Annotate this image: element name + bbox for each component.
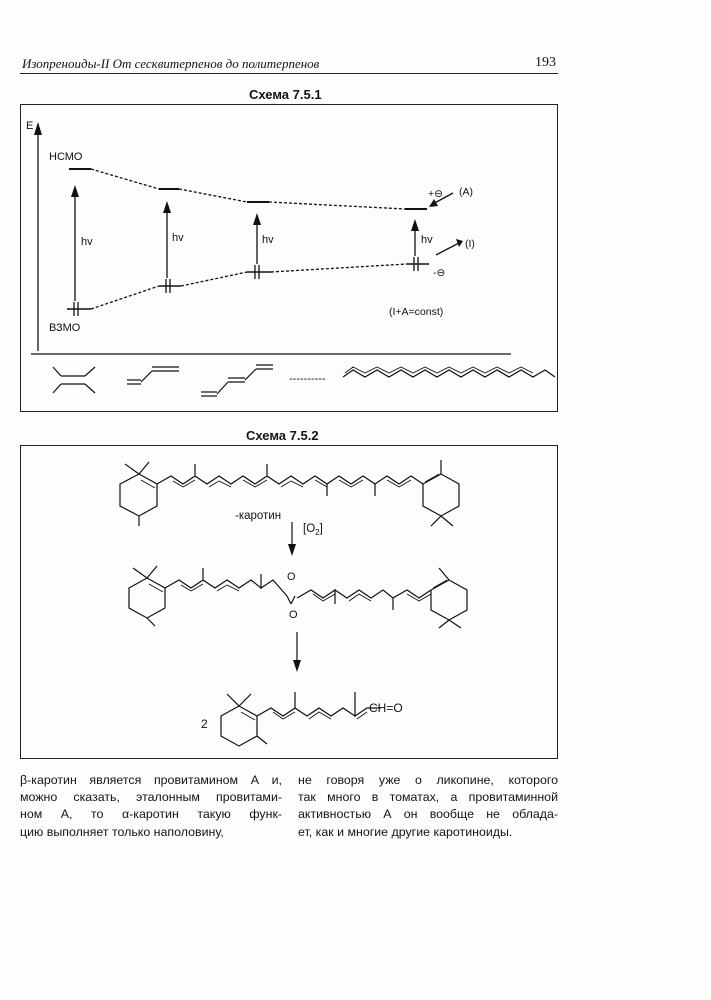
body-line: можно сказать, эталонным провитами- (20, 790, 282, 805)
acceptor-label: (A) (459, 186, 473, 198)
lumo-trend-line-3 (269, 202, 405, 209)
running-title: Изопреноиды-II От сесквитерпенов до политерпенов (22, 56, 320, 71)
scheme-7-5-1-caption: Схема 7.5.1 (249, 87, 322, 102)
body-text-right-column (298, 772, 558, 841)
beta-carotene-structure (120, 460, 459, 526)
retinal-structure (221, 692, 381, 746)
aldehyde-group-label: CH=O (369, 701, 403, 715)
orbital-energy-diagram (21, 105, 557, 411)
dioxetane-intermediate-structure (129, 566, 467, 628)
lumo-label: НСМО (49, 151, 83, 163)
excitation-arrowhead-4 (411, 219, 419, 231)
series-ellipsis: ---------- (289, 373, 326, 385)
body-line: цию выполняет только наполовину, (20, 824, 224, 839)
homo-trend-line-3 (271, 264, 407, 272)
energy-axis-label: E (26, 120, 34, 132)
constant-relation-label: (I+A=const) (389, 306, 444, 318)
butadiene-structure (127, 367, 179, 384)
excitation-arrowhead-2 (163, 201, 171, 213)
lumo-trend-line-1 (91, 169, 159, 189)
oxidation-arrowhead (288, 544, 296, 556)
energy-axis-arrowhead (34, 122, 42, 135)
hexatriene-structure (201, 365, 273, 396)
polyene-structure (343, 370, 555, 377)
oxygen-reagent-label: $[O_2]$ (303, 523, 323, 537)
scheme-7-5-2-caption: Схема 7.5.2 (246, 428, 319, 443)
homo-trend-line-2 (181, 272, 247, 286)
page-number: 193 (535, 55, 556, 70)
body-line: β-каротин является провитамином А и, (20, 773, 282, 787)
hv-label-1: hv (81, 236, 93, 248)
ethylene-structure (53, 367, 95, 393)
hv-label-2: hv (172, 232, 184, 244)
excitation-arrowhead-3 (253, 213, 261, 225)
body-text-left-column (20, 772, 282, 841)
body-line: так много в томатах, а провитаминной (298, 790, 558, 805)
epoxide-oxygen-top: O (287, 571, 296, 583)
page-header (20, 53, 558, 74)
acceptor-arrowhead (429, 199, 438, 207)
body-line: ном А, то α-каротин такую функ- (20, 807, 282, 822)
scheme-7-5-2-frame (20, 445, 558, 759)
scheme-7-5-1-frame (20, 104, 558, 412)
excitation-arrowhead-1 (71, 185, 79, 197)
epoxide-oxygen-bottom: O (289, 609, 298, 621)
body-line: активностью А он вообще не облада- (298, 807, 558, 822)
hv-label-3: hv (262, 234, 274, 246)
carotene-label: -каротин (235, 510, 282, 522)
stoichiometric-coefficient: 2 (201, 717, 208, 731)
minus-charge-label: -⊖ (433, 267, 446, 279)
body-line: не говоря уже о ликопине, которого (298, 773, 558, 787)
donor-label: (I) (465, 238, 475, 250)
lumo-trend-line-2 (179, 189, 247, 202)
donor-arrowhead (456, 239, 463, 247)
plus-charge-label: +⊖ (428, 188, 443, 200)
hv-label-4: hv (421, 234, 433, 246)
homo-label: ВЗМО (49, 322, 81, 334)
donor-arrow (436, 243, 459, 255)
body-line: ет, как и многие другие каротиноиды. (298, 824, 513, 839)
carotene-cleavage-scheme (21, 446, 557, 758)
homo-trend-line-1 (91, 286, 159, 309)
cleavage-arrowhead (293, 660, 301, 672)
